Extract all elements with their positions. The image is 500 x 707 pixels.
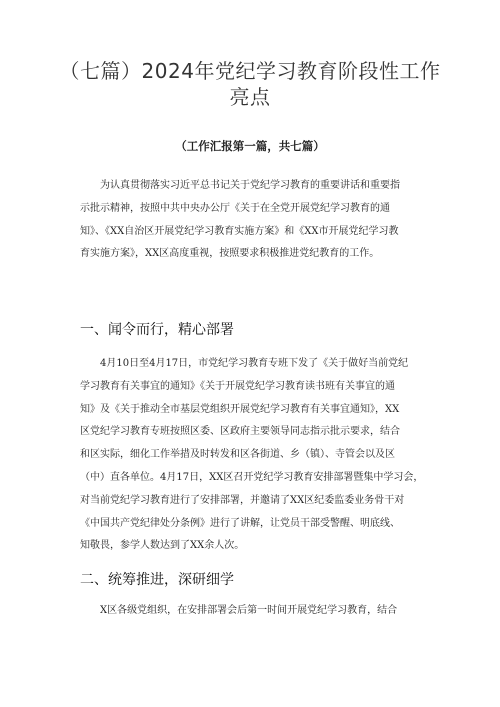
text-line: 知》、《XX自治区开展党纪学习教育实施方案》和《XX市开展党纪学习教 bbox=[80, 225, 399, 237]
text-line: 学习教育有关事宜的通知》《关于开展党纪学习教育读书班有关事宜的通 bbox=[80, 380, 395, 392]
document-title bbox=[40, 58, 460, 110]
section-2-paragraph bbox=[80, 600, 426, 623]
intro-paragraph bbox=[80, 175, 426, 266]
section-heading-1: 一、闻令而行，精心部署 bbox=[80, 322, 234, 338]
text-line: 4月10日至4月17日，市党纪学习教育专班下发了《关于做好当前党纪 bbox=[100, 358, 409, 369]
text-line: 《中国共产党纪律处分条例》进行了讲解，让党员干部受警醒、明底线、 bbox=[80, 517, 400, 529]
text-line: 对当前党纪学习教育进行了安排部署，并邀请了XX区纪委监委业务骨干对 bbox=[80, 494, 405, 506]
text-line: X区各级党组织，在安排部署会后第一时间开展党纪学习教育，结合 bbox=[100, 605, 398, 616]
document-subtitle: （工作汇报第一篇，共七篇） bbox=[175, 139, 325, 153]
section-1-paragraph bbox=[80, 353, 426, 558]
text-line: 区党纪学习教育专班按照区委、区政府主要领导同志指示批示要求，结合 bbox=[80, 426, 400, 438]
title-line: 亮点 bbox=[229, 85, 271, 109]
text-line: 育实施方案》，XX区高度重视，按照要求积极推进党纪教育的工作。 bbox=[80, 248, 380, 260]
text-line: 和区实际，细化工作举措及时转发和区各街道、乡（镇）、寺管会以及区 bbox=[80, 449, 395, 461]
text-line: （中）直各单位。4月17日，XX区召开党纪学习教育安排部署暨集中学习会， bbox=[80, 471, 424, 483]
title-line: （七篇）2024年党纪学习教育阶段性工作 bbox=[59, 59, 441, 83]
section-heading-2: 二、统筹推进，深研细学 bbox=[80, 572, 234, 588]
text-line: 知》及《关于推动全市基层党组织开展党纪学习教育有关事宜通知》，XX bbox=[80, 403, 400, 415]
text-line: 为认真贯彻落实习近平总书记关于党纪学习教育的重要讲话和重要指 bbox=[100, 180, 400, 191]
text-line: 知敬畏，参学人数达到了XX余人次。 bbox=[80, 540, 245, 552]
text-line: 示批示精神，按照中共中央办公厅《关于在全党开展党纪学习教育的通 bbox=[80, 202, 390, 214]
